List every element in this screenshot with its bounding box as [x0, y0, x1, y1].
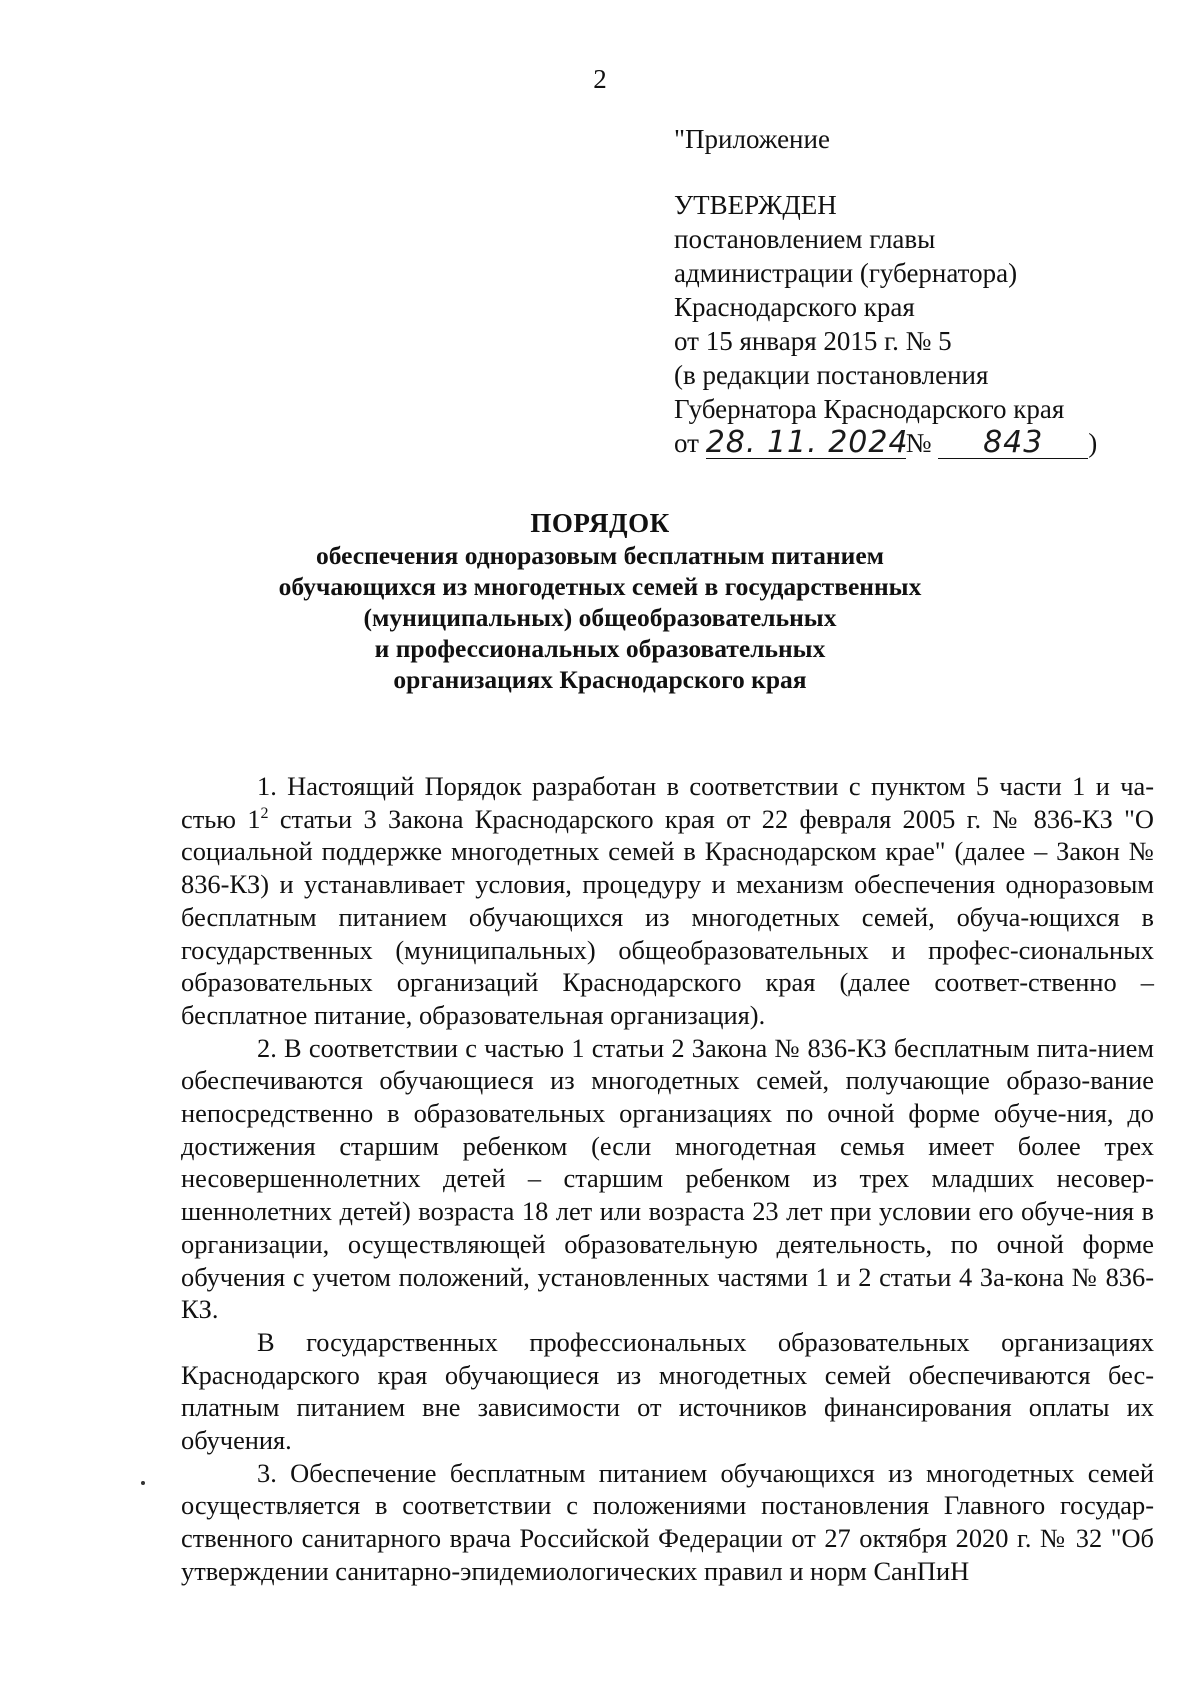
- page-number: 2: [593, 64, 607, 94]
- paragraph-2-continuation: В государственных профессиональных образовательных организациях Краснодарского края обучающиеся из многодетных семей обеспечиваются бес-платным питанием вне зависимости от источников финансирования оплаты их обучения.: [181, 1326, 1154, 1456]
- document-title: [150, 506, 1050, 695]
- approval-heading: УТВЕРЖДЕН: [674, 190, 837, 220]
- title-subtitle-line: обеспечения одноразовым бесплатным питанием: [315, 541, 885, 570]
- paragraph-1-text-b: статьи 3 Закона Краснодарского края от 22 февраля 2005 г. № 836-КЗ "О социальной поддержке многодетных семей в Краснодарском крае" (далее – Закон № 836-КЗ) и устанавливает условия, процедуру и механизм обеспечения одноразовым бесплатным питанием обучающихся из многодетных семей, обуча-ющихся в государственных (муниципальных) общеобразовательных и профес-сиональных образовательных организаций Краснодарского края (далее соответ-ственно – бесплатное питание, образовательная организация).: [181, 803, 1154, 1030]
- paragraph-1: [181, 770, 1154, 1032]
- approval-line: Губернатора Краснодарского края: [674, 394, 1065, 424]
- title-subtitle-line: и профессиональных образовательных: [374, 634, 826, 663]
- paragraph-3: 3. Обеспечение бесплатным питанием обучающихся из многодетных семей осуществляется в соответствии с положениями постановления Главного государ-ственного санитарного врача Российской Федерации от 27 октября 2020 г. № 32 "Об утверждении санитарно-эпидемиологических правил и норм СанПиН: [181, 1457, 1154, 1586]
- title-subtitle-line: (муниципальных) общеобразовательных: [363, 603, 837, 632]
- approval-line: Краснодарского края: [674, 292, 915, 322]
- approval-signature-line: [674, 426, 1097, 460]
- superscript: 2: [260, 804, 269, 822]
- sig-prefix: от: [674, 428, 699, 458]
- title-subtitle-line: организациях Краснодарского края: [393, 665, 807, 694]
- approval-line: администрации (губернатора): [674, 258, 1018, 288]
- sig-number-label: №: [905, 428, 932, 458]
- paragraph-2: 2. В соответствии с частью 1 статьи 2 Закона № 836-КЗ бесплатным пита-нием обеспечиваются обучающиеся из многодетных семей, получающие образо-вание непосредственно в образовательных организациях по очной форме обуче-ния, до достижения старшим ребенком (если многодетная семья имеет более трех несовершеннолетних детей – старшим ребенком из трех младших несовер-шеннолетних детей) возраста 18 лет или возраста 23 лет при условии его обуче-ния в организации, осуществляющей образовательную деятельность, по очной форме обучения с учетом положений, установленных частями 1 и 2 статьи 4 За-кона № 836-КЗ.: [181, 1032, 1154, 1325]
- approval-line: постановлением главы: [674, 224, 936, 254]
- sig-close: ): [1088, 428, 1098, 458]
- approval-line: от 15 января 2015 г. № 5: [674, 326, 952, 356]
- handwritten-number: 843: [938, 428, 1088, 459]
- appendix-label: "Приложение: [674, 124, 830, 154]
- paragraph-1-text-a: 1. Настоящий Порядок разработан в соответствии с пунктом 5 части 1 и ча-стью 1: [181, 771, 1154, 834]
- title-subtitle: [150, 540, 1050, 695]
- approval-block: [674, 188, 1097, 460]
- title-subtitle-line: обучающихся из многодетных семей в государственных: [278, 572, 922, 601]
- scan-speck: [141, 1481, 145, 1485]
- title-main: ПОРЯДОК: [530, 508, 670, 538]
- document-body: [181, 770, 1154, 1588]
- handwritten-date: 28. 11. 2024: [705, 425, 909, 460]
- approval-line: (в редакции постановления: [674, 360, 989, 390]
